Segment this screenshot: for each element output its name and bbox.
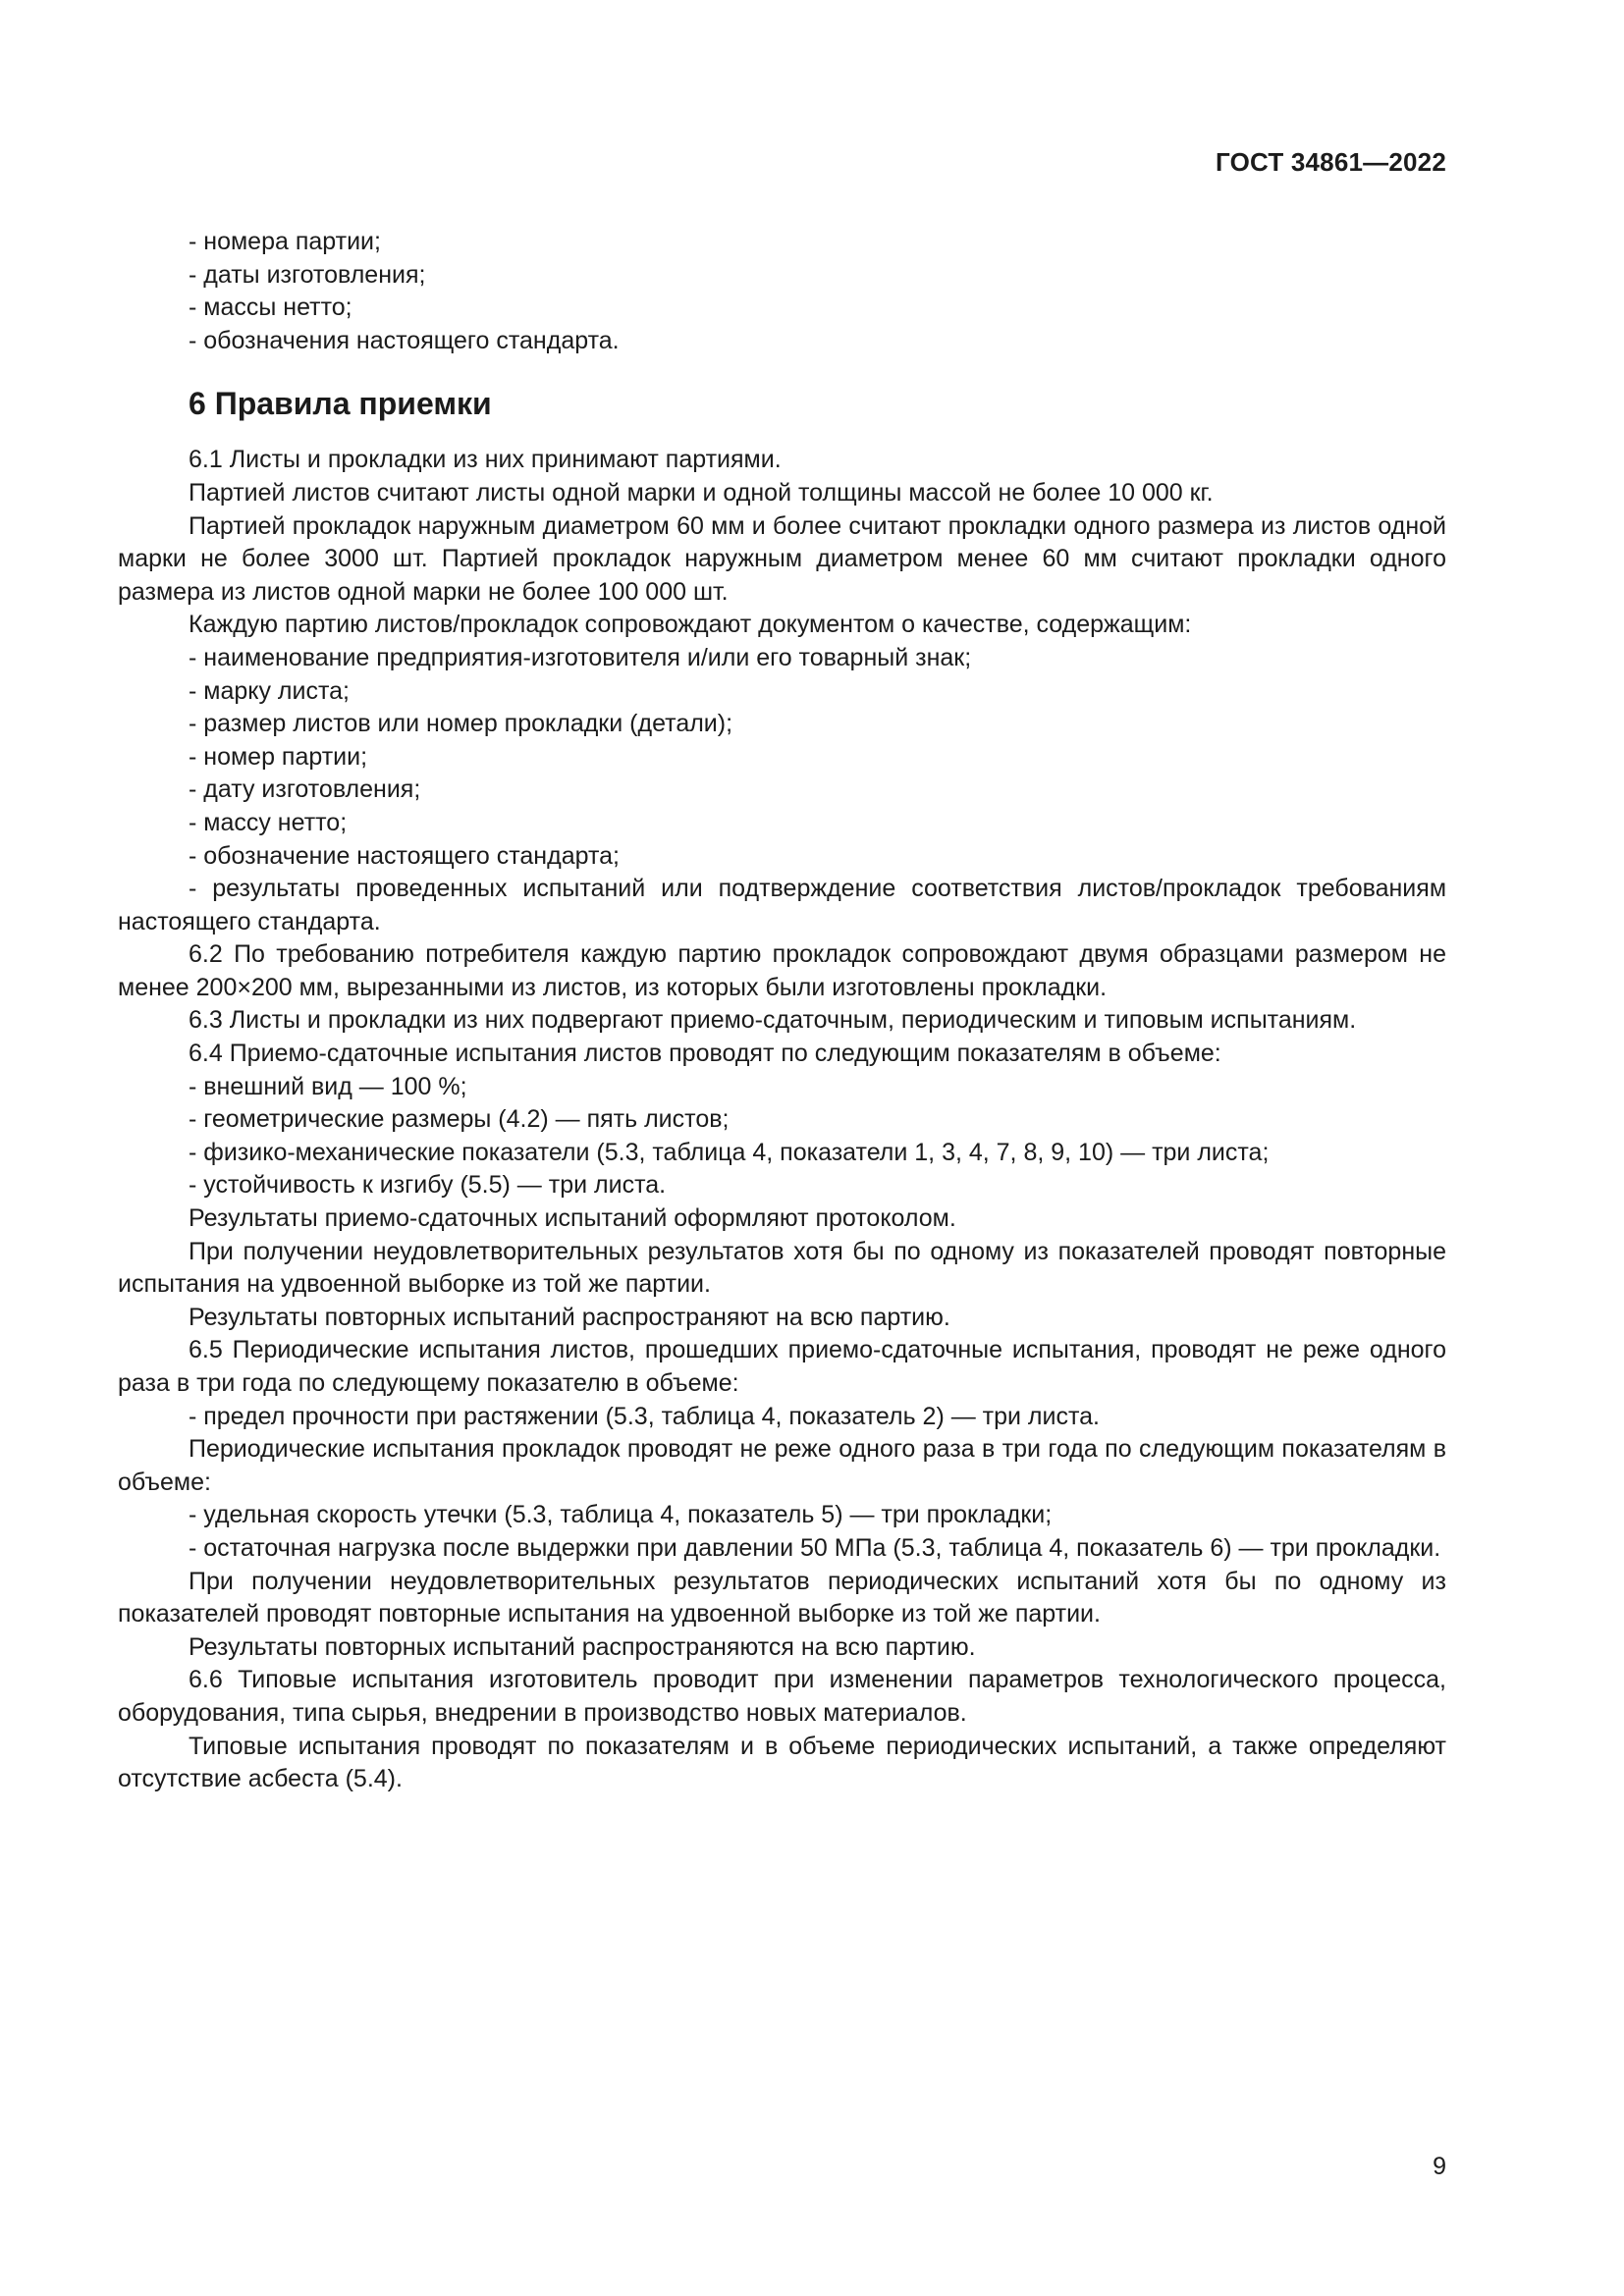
document-body: [118, 226, 1446, 1796]
list-item: - обозначения настоящего стандарта.: [189, 326, 620, 354]
paragraph-lot-gaskets: Партией прокладок наружным диаметром 60 мм и более считают прокладки одного размера из листов одной марки не более 3000 шт. Партией прокладок наружным диаметром менее 60 мм считают прокладки одного размера из листов одной марки не более 100 000 шт.: [118, 511, 1446, 606]
list-item: - обозначение настоящего стандарта;: [189, 841, 620, 870]
list-item: - геометрические размеры (4.2) — пять листов;: [189, 1105, 730, 1134]
paragraph-periodic-gaskets: Периодические испытания прокладок проводят не реже одного раза в три года по следующим показателям в объеме:: [118, 1435, 1446, 1496]
paragraph-type-tests: Типовые испытания проводят по показателям и в объеме периодических испытаний, а также определяют отсутствие асбеста (5.4).: [118, 1732, 1446, 1793]
document-header-code: ГОСТ 34861—2022: [1216, 147, 1446, 177]
paragraph-quality-document: Каждую партию листов/прокладок сопровождают документом о качестве, содержащим:: [189, 611, 1192, 639]
paragraph-periodic-retest: При получении неудовлетворительных результатов периодических испытаний хотя бы по одному из показателей проводят повторные испытания на удвоенной выборке из той же партии.: [118, 1567, 1446, 1629]
paragraph-6-5: 6.5 Периодические испытания листов, прошедших приемо-сдаточные испытания, проводят не реже одного раза в три года по следующему показателю в объеме:: [118, 1336, 1446, 1397]
list-item: - марку листа;: [189, 676, 351, 705]
page-number: 9: [1433, 2153, 1446, 2180]
paragraph-6-6: 6.6 Типовые испытания изготовитель проводит при изменении параметров технологического процесса, оборудования, типа сырья, внедрении в производство новых материалов.: [118, 1666, 1446, 1727]
top-list: [118, 226, 1446, 357]
list-item: - предел прочности при растяжении (5.3, таблица 4, показатель 2) — три листа.: [189, 1402, 1100, 1430]
list-item: - внешний вид — 100 %;: [189, 1072, 467, 1100]
section-title: 6 Правила приемки: [189, 386, 492, 422]
paragraph-6-4: 6.4 Приемо-сдаточные испытания листов проводят по следующим показателям в объеме:: [189, 1040, 1221, 1068]
list-item: - номера партии;: [189, 228, 381, 255]
paragraph-acceptance-retest: При получении неудовлетворительных результатов хотя бы по одному из показателей проводят повторные испытания на удвоенной выборке из той же партии.: [118, 1237, 1446, 1299]
paragraph-acceptance-extend: Результаты повторных испытаний распространяют на всю партию.: [189, 1303, 950, 1331]
list-item: - наименование предприятия-изготовителя и/или его товарный знак;: [189, 643, 972, 671]
list-item: - физико-механические показатели (5.3, таблица 4, показатели 1, 3, 4, 7, 8, 9, 10) — три листа;: [189, 1138, 1270, 1166]
list-item: - устойчивость к изгибу (5.5) — три листа.: [189, 1171, 667, 1200]
list-item: - массу нетто;: [189, 808, 348, 836]
list-item: - удельная скорость утечки (5.3, таблица 4, показатель 5) — три прокладки;: [189, 1501, 1053, 1529]
list-item: - результаты проведенных испытаний или подтверждение соответствия листов/прокладок требованиям настоящего стандарта.: [118, 875, 1446, 935]
list-item: - номер партии;: [189, 742, 368, 771]
paragraph-lot-sheets: Партией листов считают листы одной марки и одной толщины массой не более 10 000 кг.: [189, 478, 1214, 507]
acceptance-list: [118, 1071, 1446, 1202]
paragraph-6-1: 6.1 Листы и прокладки из них принимают партиями.: [189, 446, 782, 474]
list-item: - даты изготовления;: [189, 260, 426, 289]
paragraph-6-3: 6.3 Листы и прокладки из них подвергают приемо-сдаточным, периодическим и типовым испытаниям.: [189, 1006, 1357, 1035]
paragraph-periodic-extend: Результаты повторных испытаний распространяются на всю партию.: [189, 1632, 976, 1661]
list-item: - дату изготовления;: [189, 775, 421, 804]
list-item: - остаточная нагрузка после выдержки при давлении 50 МПа (5.3, таблица 4, показатель 6) — три прокладки.: [189, 1533, 1441, 1562]
list-item: - размер листов или номер прокладки (детали);: [189, 710, 733, 738]
paragraph-6-2: 6.2 По требованию потребителя каждую партию прокладок сопровождают двумя образцами размером не менее 200×200 мм, вырезанными из листов, из которых были изготовлены прокладки.: [118, 940, 1446, 1001]
paragraph-acceptance-protocol: Результаты приемо-сдаточных испытаний оформляют протоколом.: [189, 1204, 956, 1233]
list-item: - массы нетто;: [189, 294, 352, 322]
quality-list: [118, 642, 1446, 938]
